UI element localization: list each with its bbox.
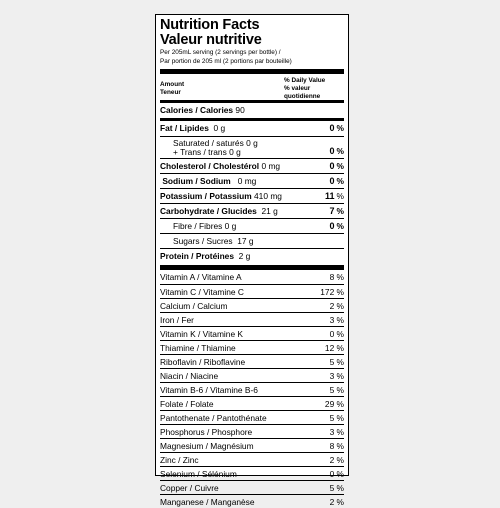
vitamin-name: Niacin / Niacine [160, 370, 219, 381]
vitamin-pct: 172 % [320, 286, 344, 297]
fat-pct-sym: % [336, 123, 344, 133]
vitamin-row [160, 396, 344, 410]
sodium-row [160, 173, 344, 188]
vitamin-pct: 0 % [329, 468, 344, 479]
saturated-amount: 0 g [246, 137, 258, 148]
carbohydrate-amount: 21 g [261, 205, 278, 216]
vitamin-row [160, 326, 344, 340]
fat-amount: 0 g [213, 123, 226, 133]
vitamin-name: Folate / Folate [160, 398, 214, 409]
fibre-label: Fibre / Fibres [173, 220, 223, 231]
carbohydrate-row [160, 203, 344, 218]
cholesterol-amount: 0 mg [261, 160, 281, 171]
saturated-trans-row [160, 136, 344, 158]
carbohydrate-label: Carbohydrate / Glucides [160, 205, 257, 216]
vitamin-row [160, 494, 344, 508]
carbohydrate-pct-sym: % [336, 205, 344, 216]
vitamin-row [160, 438, 344, 452]
serving-size-fr: Par portion de 205 ml (2 portions par bouteille) [160, 58, 292, 65]
vitamin-pct: 29 % [324, 398, 344, 409]
vitamin-name: Vitamin K / Vitamine K [160, 328, 244, 339]
sodium-amount: 0 mg [237, 175, 257, 186]
serving-size-en: Per 205mL serving (2 servings per bottle) / [160, 49, 281, 56]
fibre-amount: 0 g [224, 220, 237, 231]
vitamin-name: Iron / Fer [160, 314, 194, 325]
trans-pct: 0 [329, 146, 335, 156]
vitamin-pct: 12 % [324, 342, 344, 353]
nutrition-facts-label [155, 14, 349, 507]
vitamin-pct: 8 % [329, 440, 344, 451]
amount-header-fr: Teneur [160, 89, 181, 96]
cholesterol-pct-sym: % [336, 160, 344, 171]
calories-value: 90 [235, 105, 245, 115]
trans-label: + Trans / trans [173, 146, 227, 157]
potassium-amount: 410 mg [254, 190, 282, 201]
vitamin-pct: 5 % [329, 356, 344, 367]
vitamin-pct: 5 % [329, 384, 344, 395]
cholesterol-pct: 0 [329, 160, 335, 171]
vitamin-row [160, 452, 344, 466]
fibre-pct-sym: % [336, 220, 344, 231]
sugars-row [160, 233, 344, 248]
trans-amount: 0 g [229, 146, 241, 157]
daily-value-header-fr: % valeur [284, 85, 311, 92]
title-fr: Valeur nutritive [160, 32, 262, 48]
vitamin-name: Vitamin C / Vitamine C [160, 286, 244, 297]
vitamin-row [160, 312, 344, 326]
amount-header-en: Amount [160, 81, 185, 88]
vitamin-row [160, 382, 344, 396]
vitamin-name: Zinc / Zinc [160, 454, 199, 465]
sodium-label: Sodium / Sodium [162, 175, 231, 186]
vitamin-name: Copper / Cuivre [160, 482, 219, 493]
vitamin-pct: 2 % [329, 496, 344, 507]
vitamin-name: Vitamin A / Vitamine A [160, 272, 242, 282]
vitamin-pct: 5 % [329, 482, 344, 493]
cholesterol-label: Cholesterol / Cholestérol [160, 160, 260, 171]
vitamin-pct: 3 % [329, 426, 344, 437]
carbohydrate-pct: 7 [329, 205, 335, 216]
sugars-label: Sugars / Sucres [173, 235, 233, 246]
protein-amount: 2 g [238, 250, 251, 261]
daily-value-header-fr2: quotidienne [284, 93, 321, 100]
protein-row [160, 248, 344, 263]
vitamin-pct: 3 % [329, 314, 344, 325]
sodium-pct-sym: % [336, 175, 344, 186]
vitamin-row [160, 284, 344, 298]
vitamin-row [160, 410, 344, 424]
vitamin-pct: 5 % [329, 412, 344, 423]
vitamin-name: Phosphorus / Phosphore [160, 426, 253, 437]
vitamin-name: Pantothenate / Pantothénate [160, 412, 267, 423]
vitamin-row [160, 270, 344, 284]
title-en: Nutrition Facts [160, 17, 260, 33]
trans-pct-sym: % [336, 146, 344, 156]
vitamin-pct: 2 % [329, 454, 344, 465]
potassium-pct: 11 [325, 190, 335, 201]
vitamin-name: Thiamine / Thiamine [160, 342, 236, 353]
vitamin-row [160, 354, 344, 368]
vitamin-name: Riboflavin / Riboflavine [160, 356, 246, 367]
cholesterol-row [160, 158, 344, 173]
potassium-label: Potassium / Potassium [160, 190, 252, 201]
vitamin-pct: 8 % [329, 272, 344, 282]
fibre-pct: 0 [329, 220, 335, 231]
saturated-label: Saturated / saturés [173, 137, 244, 148]
vitamin-name: Selenium / Sélénium [160, 468, 237, 479]
vitamin-row [160, 424, 344, 438]
fibre-row [160, 218, 344, 233]
calories-label: Calories / Calories [160, 105, 234, 115]
fat-label: Fat / Lipides [160, 123, 209, 133]
vitamin-pct: 0 % [329, 328, 344, 339]
vitamin-name: Calcium / Calcium [160, 300, 228, 311]
potassium-row [160, 188, 344, 203]
vitamin-mineral-list [160, 270, 344, 508]
column-header [160, 74, 344, 100]
amount-header [160, 77, 184, 97]
calories-row [160, 103, 344, 118]
sugars-amount: 17 g [237, 235, 254, 246]
vitamin-name: Manganese / Manganèse [160, 496, 255, 507]
vitamin-pct: 3 % [329, 370, 344, 381]
vitamin-row [160, 340, 344, 354]
vitamin-name: Magnesium / Magnésium [160, 440, 254, 451]
fat-row [160, 121, 344, 136]
sodium-pct: 0 [329, 175, 335, 186]
vitamin-name: Vitamin B-6 / Vitamine B-6 [160, 384, 258, 395]
vitamin-row [160, 298, 344, 312]
daily-value-header-en: % Daily Value [284, 77, 326, 84]
vitamin-row [160, 368, 344, 382]
daily-value-header [284, 77, 344, 101]
vitamin-row [160, 480, 344, 494]
vitamin-pct: 2 % [329, 300, 344, 311]
potassium-pct-sym: % [336, 190, 344, 201]
fat-pct: 0 [329, 123, 335, 133]
vitamin-row [160, 466, 344, 480]
protein-label: Protein / Protéines [160, 250, 234, 261]
